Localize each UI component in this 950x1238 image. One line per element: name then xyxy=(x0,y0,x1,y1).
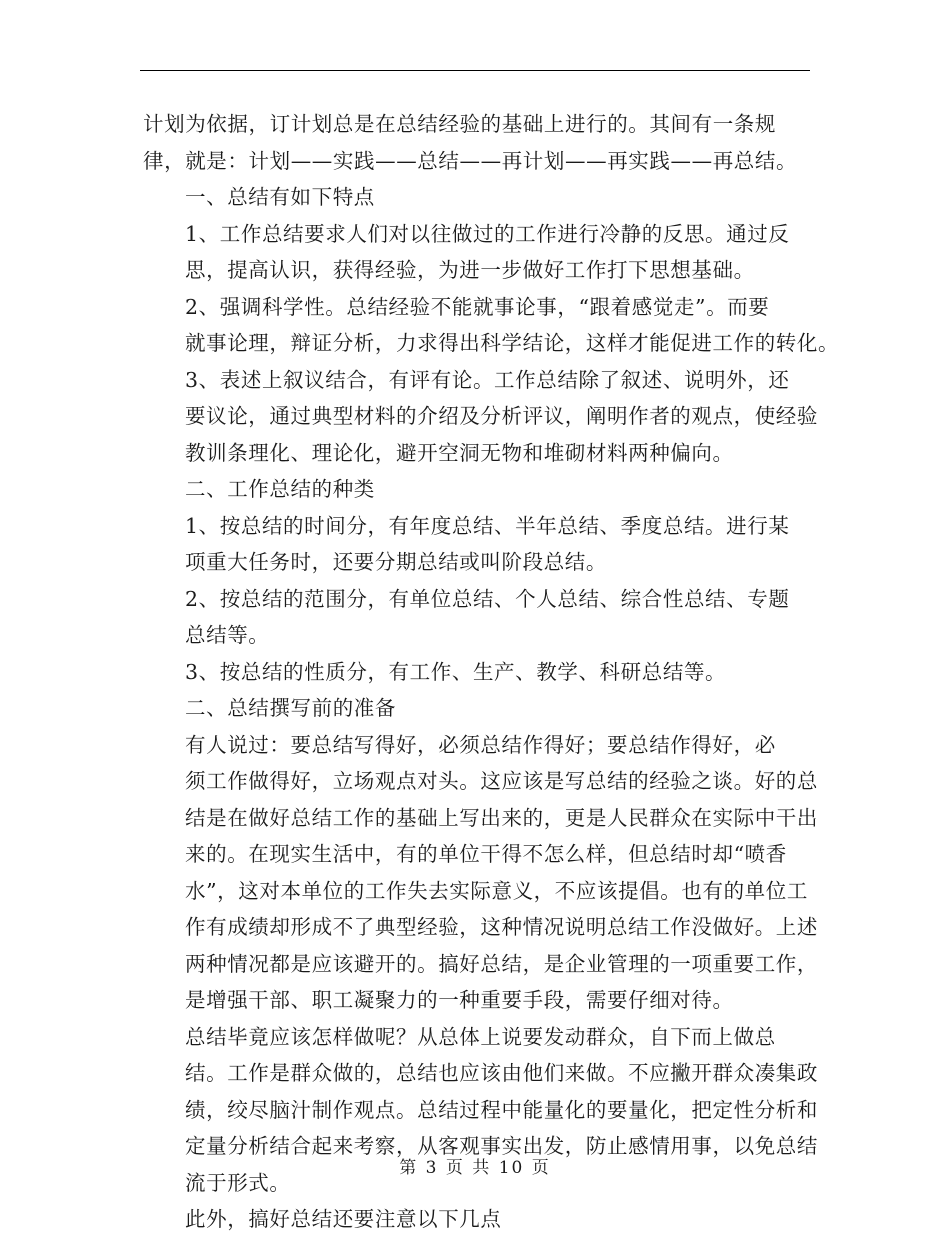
text-line: 二、总结撰写前的准备 xyxy=(185,696,396,720)
text-line: 计划为依据，订计划总是在总结经验的基础上进行的。其间有一条规 xyxy=(143,112,776,136)
paragraph xyxy=(143,289,840,362)
text-line: 结。工作是群众做的，总结也应该由他们来做。不应撇开群众凑集政 xyxy=(185,1061,818,1085)
text-line: 要议论，通过典型材料的介绍及分析评议，阐明作者的观点，使经验 xyxy=(185,404,818,428)
text-line: 两种情况都是应该避开的。搞好总结，是企业管理的一项重要工作， xyxy=(185,951,818,976)
paragraph xyxy=(143,179,811,216)
text-line: 绩，绞尽脑汁制作观点。总结过程中能量化的要量化，把定性分析和 xyxy=(185,1097,818,1122)
text-line: 此外，搞好总结还要注意以下几点 xyxy=(185,1207,502,1231)
text-line: 一、总结有如下特点 xyxy=(185,185,375,209)
text-line: 律，就是：计划——实践——总结——再计划——再实践——再总结。 xyxy=(143,148,798,173)
text-line: 3、按总结的性质分，有工作、生产、教学、科研总结等。 xyxy=(185,659,727,684)
paragraph xyxy=(143,471,811,508)
text-line: 总结毕竟应该怎样做呢？从总体上说要发动群众，自下而上做总 xyxy=(185,1024,776,1049)
page-footer: 第 3 页 共 10 页 xyxy=(399,1158,551,1178)
text-line: 教训条理化、理论化，避开空洞无物和堆砌材料两种偏向。 xyxy=(185,440,734,465)
text-line: 水”，这对本单位的工作失去实际意义，不应该提倡。也有的单位工 xyxy=(185,878,808,903)
text-line: 结是在做好总结工作的基础上写出来的，更是人民群众在实际中干出 xyxy=(185,805,818,830)
paragraph xyxy=(143,690,811,727)
text-line: 思，提高认识，获得经验，为进一步做好工作打下思想基础。 xyxy=(185,258,755,282)
text-line: 就事论理，辩证分析，力求得出科学结论，这样才能促进工作的转化。 xyxy=(185,331,840,355)
paragraph xyxy=(143,727,818,1019)
text-line: 定量分析结合起来考察，从客观事实出发，防止感情用事，以免总结 xyxy=(185,1134,818,1158)
paragraph xyxy=(143,508,811,581)
paragraph xyxy=(143,654,811,691)
document-body xyxy=(143,106,840,1238)
text-line: 3、表述上叙议结合，有评有论。工作总结除了叙述、说明外，还 xyxy=(185,367,790,392)
paragraph xyxy=(143,106,811,179)
text-line: 来的。在现实生活中，有的单位干得不怎么样，但总结时却“喷香 xyxy=(185,842,787,866)
text-line: 2、强调科学性。总结经验不能就事论事，“跟着感觉走”。而要 xyxy=(185,294,770,319)
text-line: 作有成绩却形成不了典型经验，这种情况说明总结工作没做好。上述 xyxy=(185,915,818,939)
text-line: 项重大任务时，还要分期总结或叫阶段总结。 xyxy=(185,550,607,574)
text-line: 2、按总结的范围分，有单位总结、个人总结、综合性总结、专题 xyxy=(185,586,790,611)
text-line: 流于形式。 xyxy=(185,1170,291,1195)
paragraph xyxy=(143,362,818,472)
paragraph xyxy=(143,216,811,289)
text-line: 须工作做得好，立场观点对头。这应该是写总结的经验之谈。好的总 xyxy=(185,769,818,793)
paragraph xyxy=(143,581,811,654)
text-line: 是增强干部、职工凝聚力的一种重要手段，需要仔细对待。 xyxy=(185,988,734,1012)
paragraph xyxy=(143,1201,811,1238)
text-line: 二、工作总结的种类 xyxy=(185,477,375,501)
header-rule xyxy=(140,70,810,71)
text-line: 总结等。 xyxy=(185,623,270,647)
text-line: 1、工作总结要求人们对以往做过的工作进行冷静的反思。通过反 xyxy=(185,221,790,246)
text-line: 1、按总结的时间分，有年度总结、半年总结、季度总结。进行某 xyxy=(185,513,790,538)
text-line: 有人说过：要总结写得好，必须总结作得好；要总结作得好，必 xyxy=(185,732,776,757)
